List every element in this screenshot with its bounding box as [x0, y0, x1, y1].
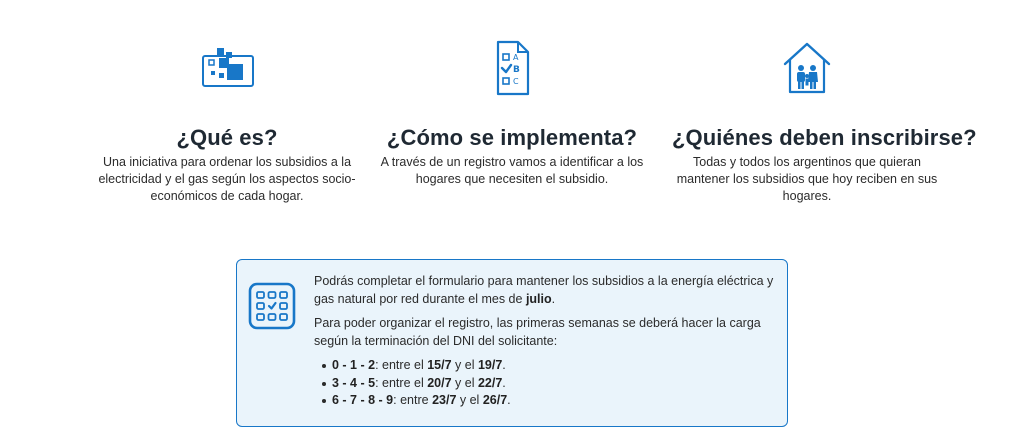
feature-who-registers	[672, 40, 977, 205]
feature-title: ¿Qué es?	[176, 125, 278, 150]
dni-schedule-list	[314, 357, 774, 410]
svg-text:A: A	[513, 53, 519, 62]
calendar-check-icon	[248, 282, 296, 330]
registration-info-box	[236, 259, 788, 427]
svg-text:B: B	[513, 65, 520, 75]
feature-title: ¿Quiénes deben inscribirse?	[672, 125, 977, 150]
svg-text:C: C	[513, 77, 519, 86]
checklist-document-icon	[372, 40, 652, 98]
list-item: 3 - 4 - 5: entre el 20/7 y el 22/7.	[332, 375, 774, 393]
feature-what-is	[97, 40, 357, 205]
list-item: 0 - 1 - 2: entre el 15/7 y el 19/7.	[332, 357, 774, 375]
feature-description: A través de un registro vamos a identificar a los hogares que necesiten el subsidio.	[380, 155, 644, 186]
feature-description: Una iniciativa para ordenar los subsidios a la electricidad y el gas según los aspectos socio- económicos de cada hogar.	[98, 155, 356, 203]
feature-how-implemented	[372, 40, 652, 188]
info-paragraph-schedule: Para poder organizar el registro, las primeras semanas se deberá hacer la carga según la terminación del DNI del solicitante:	[314, 316, 761, 348]
list-item: 6 - 7 - 8 - 9: entre 23/7 y el 26/7.	[332, 392, 774, 410]
feature-description: Todas y todos los argentinos que quieran mantener los subsidios que hoy reciben en sus hogares.	[676, 155, 938, 203]
family-house-icon	[672, 40, 942, 98]
info-text	[314, 273, 774, 410]
feature-title: ¿Cómo se implementa?	[386, 125, 638, 150]
month-highlight: julio	[525, 291, 552, 306]
data-blocks-icon	[97, 40, 357, 98]
info-paragraph-period: Podrás completar el formulario para mantener los subsidios a la energía eléctrica y gas natural por red durante el mes de julio.	[314, 274, 774, 306]
